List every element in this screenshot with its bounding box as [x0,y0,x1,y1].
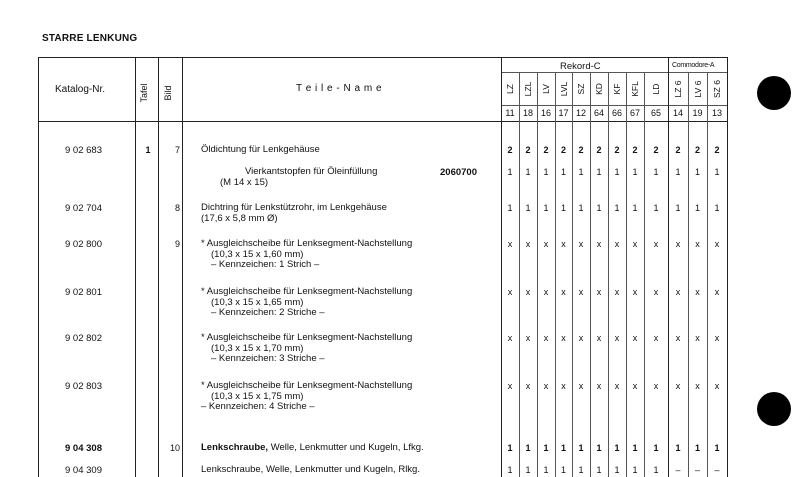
quantity-cell: x [596,287,602,297]
model-number: 12 [575,108,586,118]
quantity-cell: 2 [653,145,659,155]
model-code: LZ [505,84,515,94]
quantity-cell: 1 [714,203,720,213]
quantity-cell: 2 [560,145,566,155]
model-code: SZ 6 [712,80,722,98]
quantity-cell: x [596,333,602,343]
quantity-cell: 2 [525,145,531,155]
model-col-divider [590,72,591,477]
quantity-cell: 1 [507,167,513,177]
part-name-line: * Ausgleichscheibe für Lenksegment-Nachstellung [201,332,413,343]
quantity-cell: 1 [578,167,584,177]
quantity-cell: x [614,287,620,297]
quantity-cell: 1 [653,203,659,213]
header-bild: Bild [163,85,173,101]
quantity-cell: x [614,239,620,249]
quantity-cell: x [525,239,531,249]
part-name [201,381,412,413]
col-divider-tafel [135,57,136,477]
part-name-line: Vierkantstopfen für Öleinfüllung [245,166,378,177]
quantity-cell: 1 [525,443,531,453]
quantity-cell: 1 [578,465,584,475]
quantity-cell: x [578,333,584,343]
quantity-cell: 2 [596,145,602,155]
quantity-cell: 1 [596,203,602,213]
model-code: LZ 6 [673,80,683,98]
model-code: KFL [630,81,640,97]
quantity-cell: x [578,239,584,249]
quantity-cell: 1 [614,167,620,177]
quantity-cell: x [632,239,638,249]
model-col-divider [537,72,538,477]
header-catalog: Katalog-Nr. [55,84,106,95]
model-code: KF [612,83,622,95]
quantity-cell: 1 [507,465,513,475]
quantity-cell: 1 [694,167,700,177]
quantity-cell: 1 [653,465,659,475]
quantity-cell: 1 [694,203,700,213]
quantity-cell: x [596,381,602,391]
quantity-cell: x [695,333,700,343]
model-col-divider [519,72,520,477]
quantity-cell: x [525,333,531,343]
quantity-cell: 1 [714,167,720,177]
quantity-cell: 2 [675,145,681,155]
model-number: 65 [650,108,661,118]
quantity-cell: 2 [578,145,584,155]
part-name [201,203,387,224]
model-code: LD [651,83,661,95]
part-name-line: – Kennzeichen: 4 Striche – [201,401,315,412]
part-name-line: – Kennzeichen: 1 Strich – [211,259,320,270]
part-name-line: (10,3 x 15 x 1,70 mm) [211,342,304,354]
quantity-cell: 1 [525,203,531,213]
part-name-line [201,443,424,454]
col-divider-bild [158,57,159,477]
quantity-cell: 1 [507,443,513,453]
model-code: LZL [523,81,533,97]
col-divider-models [501,57,502,477]
quantity-cell: – [694,465,700,475]
quantity-cell: x [675,333,681,343]
table-right-border [727,57,728,477]
part-name-line: – Kennzeichen: 3 Striche – [211,353,325,364]
quantity-cell: 2 [694,145,700,155]
punch-hole-bottom [757,392,791,426]
page-title: STARRE LENKUNG [42,33,138,44]
quantity-cell: x [714,381,720,391]
quantity-cell: 1 [614,465,620,475]
quantity-cell: 1 [653,443,659,453]
part-name-rest: Welle, Lenkmutter und Kugeln, Lfkg. [268,442,424,453]
quantity-cell: – [714,465,720,475]
quantity-cell: 1 [543,443,549,453]
quantity-cell: x [507,381,513,391]
part-name [201,333,412,365]
header-commodore: Commodore-A [672,62,715,69]
quantity-cell: x [653,239,659,249]
quantity-cell: 2 [543,145,549,155]
catalog-number: 9 04 308 [65,443,102,454]
part-name [220,166,378,188]
model-number: 13 [711,108,722,118]
quantity-cell: 1 [653,167,659,177]
part-name-line: (17,6 x 5,8 mm Ø) [201,212,278,224]
catalog-number: 9 02 802 [65,333,102,344]
quantity-cell: x [561,333,566,343]
model-col-divider [644,72,645,477]
quantity-cell: 1 [714,443,720,453]
quantity-cell: 1 [525,465,531,475]
catalog-number: 9 02 801 [65,287,102,298]
part-name-line: (10,3 x 15 x 1,60 mm) [211,248,304,260]
quantity-cell: x [543,239,549,249]
catalog-number: 9 02 683 [65,145,102,156]
quantity-cell: 1 [560,443,566,453]
part-name [201,145,320,156]
table-left-border [38,57,39,477]
model-number: 19 [692,108,703,118]
part-name [201,465,420,476]
model-number: 16 [540,108,551,118]
model-col-divider [572,72,573,477]
group-header-divider [501,72,728,73]
bild-value: 8 [174,203,180,213]
part-name-bold: Lenkschraube, [201,442,269,453]
quantity-cell: x [632,333,638,343]
part-name-line: Öldichtung für Lenkgehäuse [201,144,320,155]
catalog-number: 9 02 803 [65,381,102,392]
quantity-cell: x [714,333,720,343]
quantity-cell: 1 [543,465,549,475]
quantity-cell: 1 [596,167,602,177]
model-number: 14 [672,108,683,118]
col-divider-commodore [668,57,669,477]
bild-value: 9 [174,239,180,249]
quantity-cell: – [675,465,681,475]
model-col-divider [626,72,627,477]
header-teile-name: T e i l e - N a m e [296,83,383,94]
quantity-cell: x [507,239,513,249]
tafel-value: 1 [145,145,151,155]
quantity-cell: 2 [507,145,513,155]
quantity-cell: x [507,333,513,343]
model-code: LV [541,84,551,94]
model-code: LVL [558,81,569,97]
quantity-cell: x [675,381,681,391]
quantity-cell: x [507,287,513,297]
part-name-line: * Ausgleichscheibe für Lenksegment-Nachstellung [201,380,413,391]
quantity-cell: 1 [578,443,584,453]
quantity-cell: x [714,239,720,249]
part-name-line: * Ausgleichscheibe für Lenksegment-Nachstellung [201,238,413,249]
table-top-border [38,57,728,58]
quantity-cell: 1 [614,443,620,453]
quantity-cell: x [614,381,620,391]
header-tafel: Tafel [139,83,149,103]
quantity-cell: x [578,381,584,391]
quantity-cell: 1 [632,203,638,213]
quantity-cell: 1 [632,443,638,453]
quantity-cell: x [596,239,602,249]
quantity-cell: x [714,287,720,297]
quantity-cell: 2 [714,145,720,155]
model-number: 67 [629,108,640,118]
quantity-cell: x [675,287,681,297]
quantity-cell: x [653,381,659,391]
col-divider-name [182,57,183,477]
quantity-cell: x [675,239,681,249]
quantity-cell: 1 [675,443,681,453]
quantity-cell: 1 [507,203,513,213]
quantity-cell: x [653,333,659,343]
quantity-cell: x [561,287,566,297]
quantity-cell: x [653,287,659,297]
part-name-line: Dichtring für Lenkstützrohr, im Lenkgehäuse [201,202,387,213]
quantity-cell: 1 [614,203,620,213]
quantity-cell: x [543,381,549,391]
model-number: 64 [593,108,604,118]
part-name-line: – Kennzeichen: 2 Striche – [211,307,325,318]
quantity-cell: 2 [614,145,620,155]
part-name [201,239,412,271]
header-rekord: Rekord-C [560,61,601,72]
model-number: 66 [611,108,622,118]
bild-value: 7 [174,145,180,155]
quantity-cell: x [525,287,531,297]
quantity-cell: x [614,333,620,343]
model-number: 17 [558,108,569,118]
part-name-line: * Ausgleichscheibe für Lenksegment-Nachstellung [201,286,413,297]
quantity-cell: 1 [578,203,584,213]
quantity-cell: 1 [632,167,638,177]
quantity-cell: x [695,381,700,391]
part-name-line: (M 14 x 15) [220,176,269,188]
catalog-number: 9 02 704 [65,203,102,214]
part-name-line: Lenkschraube, Welle, Lenkmutter und Kugeln, Rlkg. [201,464,420,475]
quantity-cell: x [525,381,531,391]
quantity-cell: 1 [675,203,681,213]
model-number: 18 [522,108,533,118]
part-name [201,287,412,319]
model-col-divider [555,72,556,477]
quantity-cell: 1 [560,465,566,475]
quantity-cell: 1 [543,167,549,177]
model-col-divider [688,72,689,477]
model-code: KD [594,83,604,95]
quantity-cell: x [561,381,566,391]
part-name-line: (10,3 x 15 x 1,75 mm) [211,390,304,402]
quantity-cell: x [561,239,566,249]
quantity-cell: x [695,287,700,297]
quantity-cell: 1 [596,465,602,475]
model-code: SZ [576,83,586,95]
quantity-cell: 1 [560,203,566,213]
bild-value: 10 [169,443,180,453]
catalog-number: 9 04 309 [65,465,102,476]
catalog-number: 9 02 800 [65,239,102,250]
punch-hole-top [757,76,791,110]
model-code: LV 6 [692,80,703,98]
quantity-cell: 1 [525,167,531,177]
quantity-cell: 2 [632,145,638,155]
quantity-cell: 1 [596,443,602,453]
quantity-cell: x [632,381,638,391]
quantity-cell: x [543,333,549,343]
quantity-cell: x [543,287,549,297]
part-name [201,443,424,454]
quantity-cell: 1 [632,465,638,475]
quantity-cell: x [632,287,638,297]
part-number: 2060700 [440,167,477,178]
quantity-cell: 1 [675,167,681,177]
model-col-divider [707,72,708,477]
model-number: 11 [505,108,515,118]
quantity-cell: 1 [694,443,700,453]
part-name-line: (10,3 x 15 x 1,65 mm) [211,296,304,308]
code-number-divider [501,105,728,106]
quantity-cell: 1 [560,167,566,177]
quantity-cell: 1 [543,203,549,213]
header-bottom-border [38,121,728,122]
model-col-divider [608,72,609,477]
quantity-cell: x [695,239,700,249]
quantity-cell: x [578,287,584,297]
